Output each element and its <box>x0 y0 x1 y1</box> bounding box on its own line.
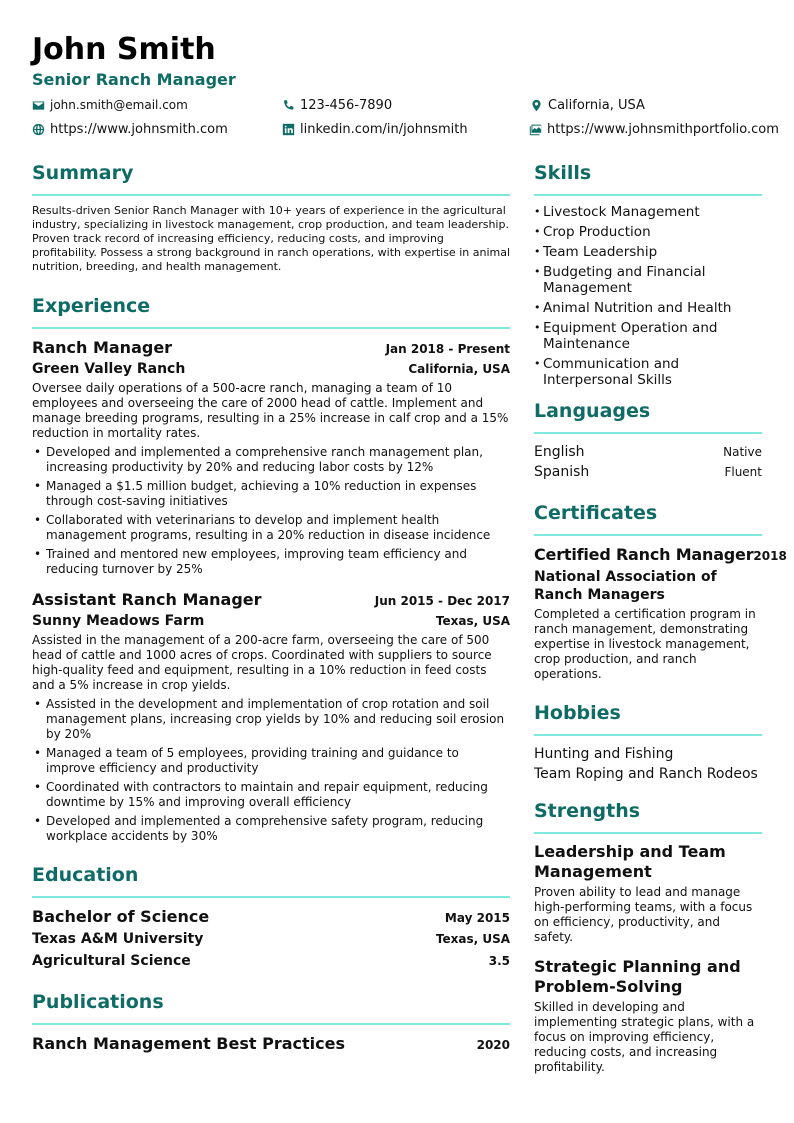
section-divider <box>534 194 762 196</box>
experience-section <box>32 293 510 844</box>
certificate-name: Certified Ranch Manager <box>534 545 754 564</box>
contact-location: California, USA <box>530 98 645 113</box>
job-location: Texas, USA <box>435 614 510 628</box>
list-item: • Developed and implemented a comprehensive ranch management plan, increasing productivity by 20% and reducing labor costs by 12% <box>32 445 510 475</box>
language-level: Native <box>723 445 762 459</box>
list-item: • Communication and Interpersonal Skills <box>534 356 762 388</box>
section-divider <box>534 832 762 834</box>
list-item: • Livestock Management <box>534 204 762 220</box>
experience-heading: Experience <box>32 295 151 317</box>
job-company: Green Valley Ranch <box>32 361 186 377</box>
contact-portfolio[interactable]: https://www.johnsmithportfolio.com <box>529 122 779 137</box>
summary-heading: Summary <box>32 162 134 184</box>
strengths-section <box>534 798 762 1075</box>
job-achievements <box>32 697 510 844</box>
publication-title: Ranch Management Best Practices <box>32 1034 345 1053</box>
section-divider <box>32 1023 510 1025</box>
contact-website[interactable]: https://www.johnsmith.com <box>32 122 228 137</box>
list-item: • Coordinated with contractors to maintain and repair equipment, reducing downtime by 15% and improving overall efficiency <box>32 780 510 810</box>
education-degree: Bachelor of Science <box>32 907 210 926</box>
list-item: • Assisted in the development and implementation of crop rotation and soil management plans, increasing crop yields by 10% and reducing soil erosion by 20% <box>32 697 510 742</box>
strengths-heading: Strengths <box>534 800 641 822</box>
section-divider <box>32 327 510 329</box>
list-item: • Developed and implemented a comprehensive safety program, reducing workplace accidents by 30% <box>32 814 510 844</box>
list-item: • Crop Production <box>534 224 762 240</box>
section-divider <box>534 534 762 536</box>
section-divider <box>32 194 510 196</box>
strength-description: Skilled in developing and implementing strategic plans, with a focus on improving efficiency, reducing costs, and increasing profitability. <box>534 1000 755 1074</box>
list-item: • Collaborated with veterinarians to develop and implement health management programs, resulting in a 20% reduction in disease incidence <box>32 513 510 543</box>
phone-icon <box>282 99 295 112</box>
certificate-issuer: National Association of Ranch Managers <box>534 569 717 603</box>
job-location: California, USA <box>408 362 510 376</box>
skills-list <box>534 204 762 388</box>
hobbies-section <box>534 700 762 784</box>
list-item: • Animal Nutrition and Health <box>534 300 762 316</box>
certificate-year: 2018 <box>753 549 787 563</box>
contact-phone[interactable]: 123-456-7890 <box>282 98 392 113</box>
education-date: May 2015 <box>444 911 510 925</box>
skills-section <box>534 160 762 388</box>
job-dates: Jan 2018 - Present <box>385 342 510 356</box>
education-heading: Education <box>32 864 139 886</box>
language-level: Fluent <box>724 465 762 479</box>
section-divider <box>534 734 762 736</box>
certificates-heading: Certificates <box>534 502 658 524</box>
strength-entry <box>534 842 762 945</box>
job-entry <box>32 337 510 577</box>
certificate-description: Completed a certification program in ranch management, demonstrating expertise in livestock management, crop production, and ranch operations. <box>534 607 756 681</box>
list-item: • Equipment Operation and Maintenance <box>534 320 762 352</box>
hobby-item: Hunting and Fishing <box>534 746 674 762</box>
languages-section <box>534 398 762 482</box>
job-description: Oversee daily operations of a 500-acre ranch, managing a team of 10 employees and overseeing the care of 2000 head of cattle. Implement and manage breeding programs, resulting in a 25% increase in calf crop and a 15% reduction in mortality rates. <box>32 381 509 440</box>
languages-heading: Languages <box>534 400 651 422</box>
summary-section <box>32 160 510 274</box>
education-field: Agricultural Science <box>32 953 191 969</box>
list-item: • Trained and mentored new employees, improving team efficiency and reducing turnover by 25% <box>32 547 510 577</box>
strength-description: Proven ability to lead and manage high-performing teams, with a focus on efficiency, productivity, and safety. <box>534 885 753 944</box>
list-item: • Budgeting and Financial Management <box>534 264 762 296</box>
section-divider <box>534 432 762 434</box>
language-entry <box>534 442 762 462</box>
list-item: • Managed a team of 5 employees, providing training and guidance to improve efficiency and productivity <box>32 746 510 776</box>
job-title: Ranch Manager <box>32 338 173 357</box>
left-column <box>32 160 510 1055</box>
publications-heading: Publications <box>32 991 164 1013</box>
linkedin-icon <box>282 123 295 136</box>
email-icon <box>32 99 45 112</box>
strength-title: Strategic Planning and Problem-Solving <box>534 957 741 996</box>
strength-entry <box>534 957 762 1075</box>
publications-section <box>32 989 510 1055</box>
education-gpa: 3.5 <box>488 954 510 968</box>
candidate-name: John Smith <box>32 32 216 67</box>
job-description: Assisted in the management of a 200-acre farm, overseeing the care of 500 head of cattle and 1000 acres of crops. Coordinated with suppliers to source high-quality feed and equipment, resulting in a 10% reduction in feed costs and a 5% increase in crop yields. <box>32 633 492 692</box>
language-name: English <box>534 444 585 460</box>
job-title: Assistant Ranch Manager <box>32 590 262 609</box>
resume-header <box>32 30 772 90</box>
skills-heading: Skills <box>534 162 592 184</box>
portfolio-image-icon <box>529 123 542 136</box>
education-school: Texas A&M University <box>32 931 204 947</box>
candidate-title: Senior Ranch Manager <box>32 70 236 89</box>
certificates-section <box>534 500 787 682</box>
list-item: • Managed a $1.5 million budget, achieving a 10% reduction in expenses through cost-saving initiatives <box>32 479 510 509</box>
hobby-item: Team Roping and Ranch Rodeos <box>534 766 758 782</box>
location-pin-icon <box>530 99 543 112</box>
list-item: • Team Leadership <box>534 244 762 260</box>
publication-year: 2020 <box>476 1038 510 1052</box>
right-column <box>534 160 787 1075</box>
contact-linkedin[interactable]: linkedin.com/in/johnsmith <box>282 122 468 137</box>
job-entry <box>32 589 510 844</box>
hobbies-heading: Hobbies <box>534 702 621 724</box>
publication-entry <box>32 1033 510 1055</box>
language-entry <box>534 462 762 482</box>
globe-icon <box>32 123 45 136</box>
job-dates: Jun 2015 - Dec 2017 <box>374 594 510 608</box>
education-section <box>32 862 510 972</box>
education-location: Texas, USA <box>435 932 510 946</box>
job-achievements <box>32 445 510 577</box>
language-name: Spanish <box>534 464 590 480</box>
summary-text: Results-driven Senior Ranch Manager with 10+ years of experience in the agricultural industry, specializing in livestock management, crop production, and team leadership. Proven track record of increasing efficiency, reducing costs, and improving profitability. Possess a strong background in ranch operations, with expertise in animal nutrition, breeding, and health management. <box>32 204 511 273</box>
strength-title: Leadership and Team Management <box>534 842 726 881</box>
contact-email[interactable]: john.smith@email.com <box>32 98 188 112</box>
section-divider <box>32 896 510 898</box>
job-company: Sunny Meadows Farm <box>32 613 205 629</box>
